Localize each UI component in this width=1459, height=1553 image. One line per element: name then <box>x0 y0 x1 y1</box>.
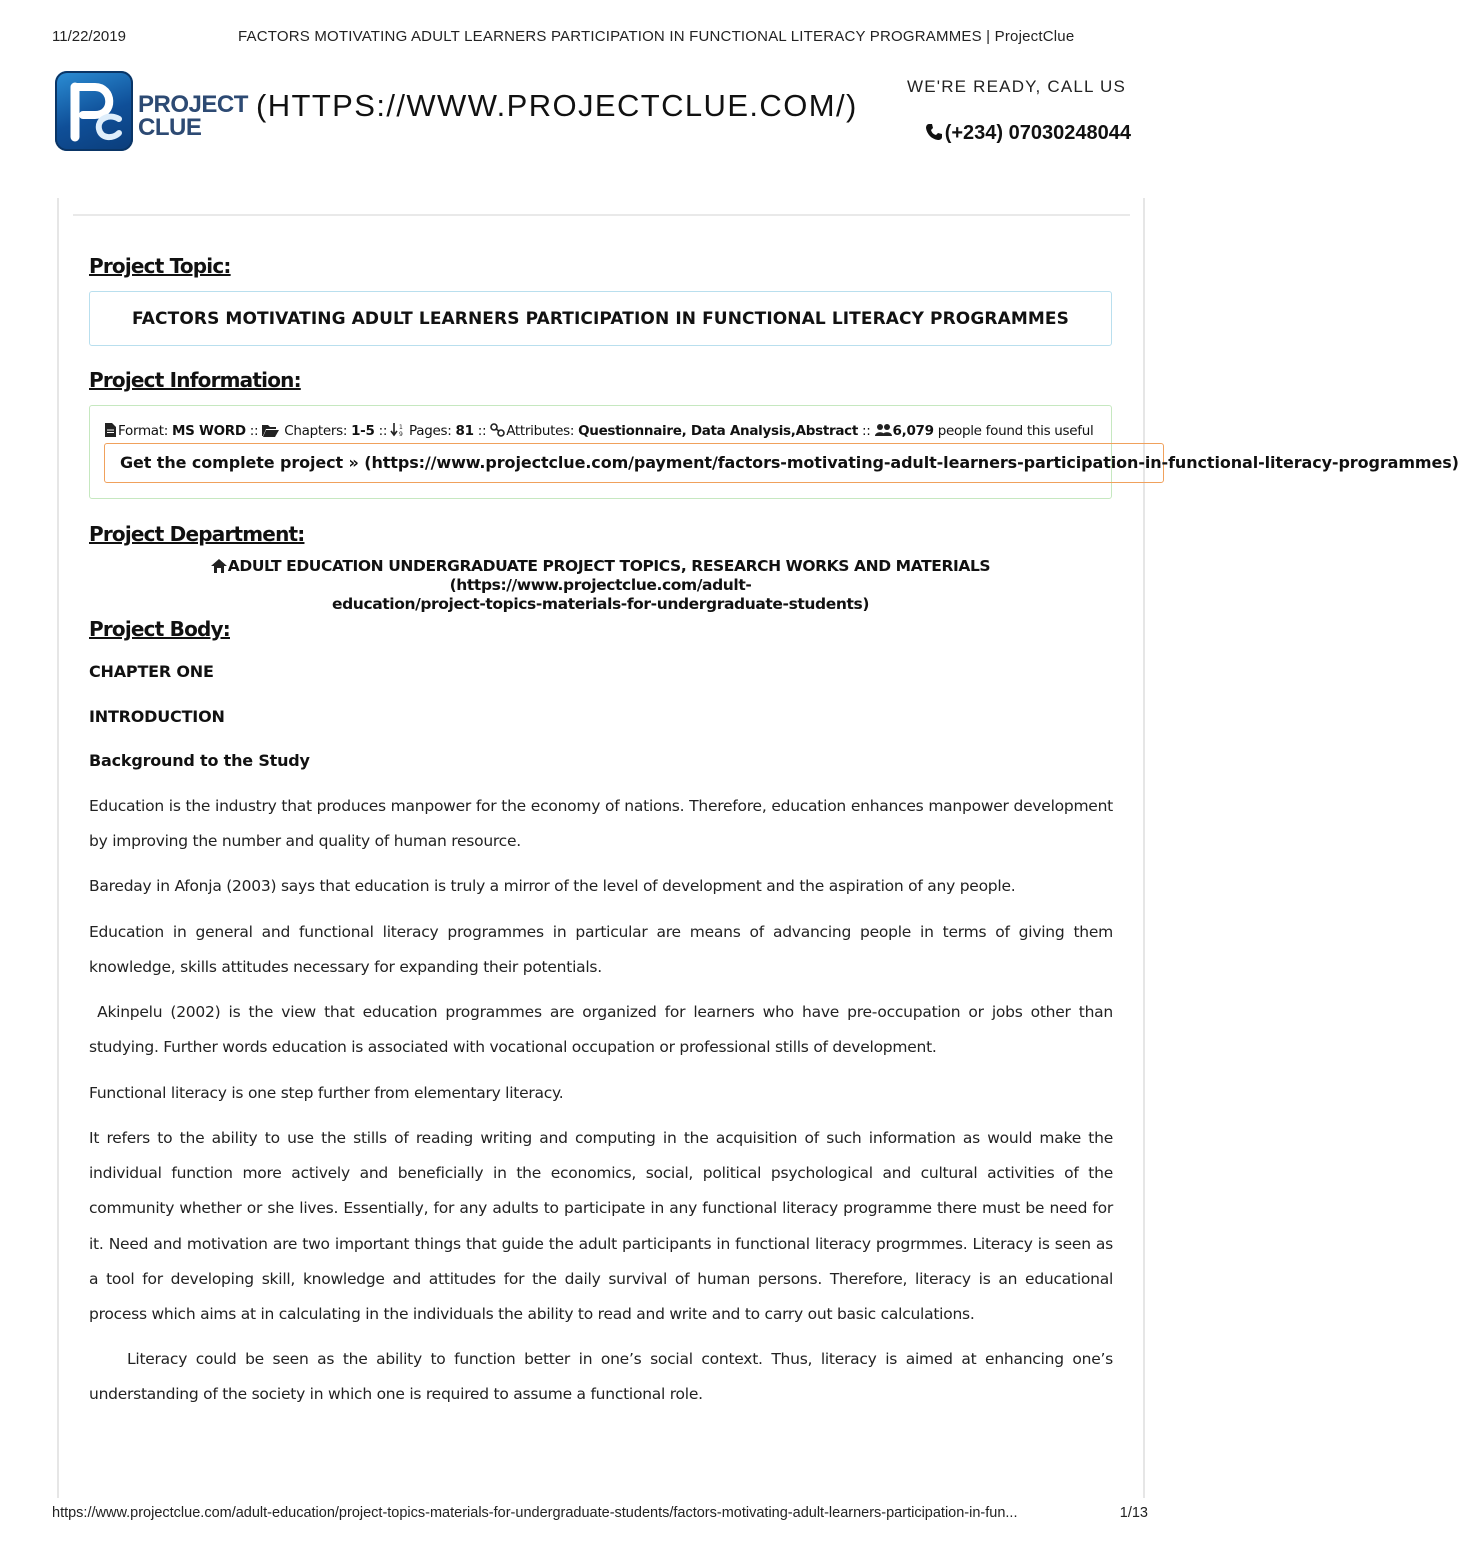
department-heading: Project Department: <box>89 522 305 546</box>
svg-text:1: 1 <box>399 424 403 431</box>
body-paragraph: Bareday in Afonja (2003) says that education is truly a mirror of the level of development and the aspiration of any people. <box>89 877 1016 895</box>
print-date: 11/22/2019 <box>52 28 126 45</box>
pages-value: 81 <box>455 423 474 439</box>
body-paragraph: It refers to the ability to use the stills of reading writing and computing in the acquisition of such information as would make the individual function more actively and beneficially in the economics, social, political psychological and cultural activities of the community whether or she lives. Essentially, for any adults to participate in any functional literacy programme there must be need for it. Need and motivation are two important things that guide the adult participants in functional literacy progrmmes. Literacy is seen as a tool for developing skill, knowledge and attitudes for the daily survival of human persons. Therefore, literacy is an educational process which aims at in calculating in the individuals the ability to read and write and to carry out basic calculations. <box>89 1129 1113 1324</box>
print-footer <box>52 1505 1148 1525</box>
format-value: MS WORD <box>172 423 246 439</box>
print-title: FACTORS MOTIVATING ADULT LEARNERS PARTICIPATION IN FUNCTIONAL LITERACY PROGRAMMES | ProjectClue <box>238 28 1075 45</box>
body-paragraph: Akinpelu (2002) is the view that education programmes are organized for learners who have pre-occupation or jobs other than studying. Further words education is associated with vocational occupation or professional stills of development. <box>89 1003 1118 1057</box>
background-subtitle: Background to the Study <box>89 751 310 770</box>
logo-line-1: PROJECT <box>138 91 248 118</box>
body-paragraph: Education is the industry that produces manpower for the economy of nations. Therefore, education enhances manpower development by improving the number and quality of human resource. <box>89 797 1113 851</box>
get-complete-project-link[interactable]: Get the complete project » (https://www.projectclue.com/payment/factors-motivating-adult-learners-participation-in-functional-literacy-programmes) <box>120 453 1459 472</box>
separator: :: <box>374 423 392 439</box>
useful-count: 6,079 <box>892 423 934 439</box>
home-icon <box>211 559 228 573</box>
chapter-title: CHAPTER ONE <box>89 662 214 681</box>
pages-label: Pages: <box>405 423 456 439</box>
print-url: https://www.projectclue.com/adult-education/project-topics-materials-for-undergraduate-students/factors-motivating-adult-learners-participation-in-fun... <box>52 1505 1018 1521</box>
body-paragraph: Literacy could be seen as the ability to function better in one’s social context. Thus, literacy is aimed at enhancing one’s understanding of the society in which one is required to assume a functional role. <box>89 1350 1113 1404</box>
svg-text:9: 9 <box>399 431 403 438</box>
department-line-2: education/project-topics-materials-for-undergraduate-students) <box>332 595 869 613</box>
separator: :: <box>473 423 491 439</box>
phone-number: (+234) 07030248044 <box>944 122 1131 144</box>
body-paragraph: Education in general and functional literacy programmes in particular are means of advancing people in terms of giving them knowledge, skills attitudes necessary for expanding their potentials. <box>89 923 1113 977</box>
attributes-label: Attributes: <box>506 423 579 439</box>
topic-heading: Project Topic: <box>89 254 231 278</box>
body-paragraph: Functional literacy is one step further from elementary literacy. <box>89 1084 564 1102</box>
logo-line-2: CLUE <box>138 114 202 141</box>
separator: :: <box>858 423 875 439</box>
useful-text: people found this useful <box>933 423 1094 439</box>
chapters-value: 1-5 <box>351 423 375 439</box>
site-url-link[interactable]: (HTTPS://WWW.PROJECTCLUE.COM/) <box>256 88 858 123</box>
introduction-title: INTRODUCTION <box>89 707 225 726</box>
body-heading: Project Body: <box>89 617 230 641</box>
department-link[interactable] <box>89 557 1112 614</box>
chapters-label: Chapters: <box>280 423 352 439</box>
call-label: WE'RE READY, CALL US <box>906 77 1126 96</box>
separator: :: <box>245 423 263 439</box>
print-page-number: 1/13 <box>1119 1505 1148 1521</box>
attributes-value: Questionnaire, Data Analysis,Abstract <box>578 423 859 439</box>
info-heading: Project Information: <box>89 368 301 392</box>
format-label: Format: <box>118 423 173 439</box>
project-topic: FACTORS MOTIVATING ADULT LEARNERS PARTICIPATION IN FUNCTIONAL LITERACY PROGRAMMES <box>132 308 1069 329</box>
department-line-1: ADULT EDUCATION UNDERGRADUATE PROJECT TOPICS, RESEARCH WORKS AND MATERIALS (https://www.projectclue.com/adult- <box>227 557 991 594</box>
